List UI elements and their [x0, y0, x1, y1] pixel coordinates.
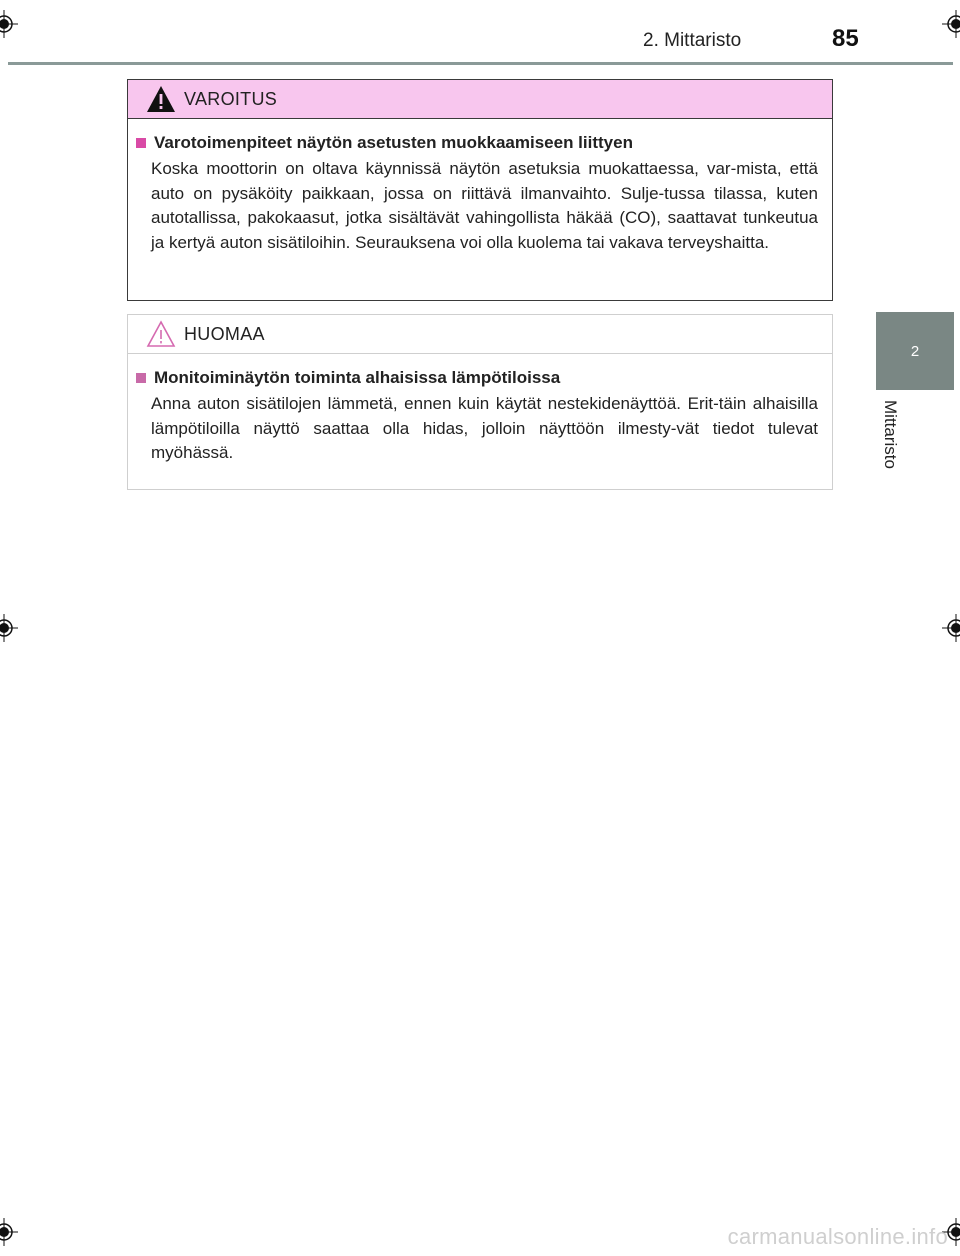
warning-box-body	[128, 119, 832, 255]
notice-item-title	[136, 368, 818, 388]
warning-item-text: Koska moottorin on oltava käynnissä näytön asetuksia muokattaessa, var-mista, että auto on pysäköity paikkaan, jossa on riittävä ilmanvaihto. Sulje-tussa tilassa, kuten autotallissa, pakokaasut, jotka sisältävät vahingollista häkää (CO), saattavat tunkeutua ja kertyä auton sisätiloihin. Seurauksena voi olla kuolema tai vakava terveyshaitta.	[151, 159, 818, 252]
chapter-side-label-text: Mittaristo	[881, 400, 900, 469]
footer-watermark: carmanualsonline.info	[727, 1224, 948, 1249]
square-bullet-icon	[136, 138, 146, 148]
notice-box	[127, 314, 833, 490]
notice-item-text: Anna auton sisätilojen lämmetä, ennen kuin käytät nestekidenäyttöä. Erit-täin alhaisilla lämpötiloilla näyttö saattaa olla hidas, jolloin näyttöön ilmesty-vät tiedot tulevat myöhässä.	[151, 394, 818, 462]
chapter-side-label	[860, 400, 920, 490]
warning-box-header	[128, 80, 832, 119]
registration-mark-icon	[942, 614, 960, 642]
section-title: 2. Mittaristo	[643, 30, 742, 51]
warning-item-title	[136, 133, 818, 153]
warning-item-title-text: Varotoimenpiteet näytön asetusten muokkaamiseen liittyen	[154, 133, 633, 152]
notice-box-header	[128, 315, 832, 354]
header-divider	[8, 62, 953, 65]
warning-triangle-filled-icon	[146, 85, 176, 113]
registration-mark-icon	[942, 10, 960, 38]
notice-heading: HUOMAA	[184, 323, 265, 344]
chapter-tab-number: 2	[910, 342, 920, 360]
chapter-tab[interactable]	[876, 312, 954, 390]
warning-box	[127, 79, 833, 301]
notice-box-body	[128, 354, 832, 466]
page-number: 85	[832, 25, 859, 52]
registration-mark-icon	[0, 10, 18, 38]
warning-heading: VAROITUS	[184, 88, 278, 109]
notice-item-title-text: Monitoiminäytön toiminta alhaisissa lämpötiloissa	[154, 368, 561, 387]
warning-triangle-outline-icon	[146, 320, 176, 348]
square-bullet-icon	[136, 373, 146, 383]
registration-mark-icon	[0, 614, 18, 642]
registration-mark-icon	[0, 1218, 18, 1246]
